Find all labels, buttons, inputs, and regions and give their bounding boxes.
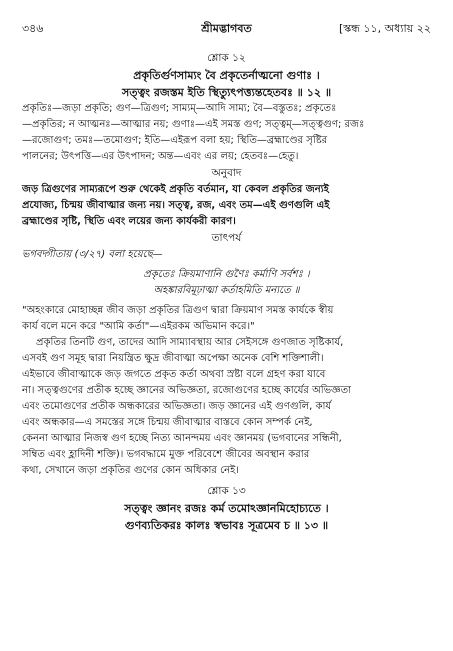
purport-paragraph-2 [22,335,431,479]
gita-quote-line-2: অহঙ্কারবিমূঢ়াত্মা কর্তাহমিতি মন্যতে ॥ [153,285,300,296]
purport-line: এইভাবে জীবাত্মাকে জড় জগতে প্রকৃত কর্তা অথবা স্রষ্টা বলে গ্রহণ করা যাবে [22,369,326,380]
synonym-line: —রজোগুণ; তমঃ—তমোগুণ; ইতি—এইরূপ বলা হয়; স্থিতি—ব্রহ্মাণ্ডের সৃষ্টির [22,135,328,146]
purport-line: না। সত্ত্বগুণের প্রতীক হচ্ছে জ্ঞানের অভিজ্ঞতা, রজোগুণের হচ্ছে কার্যের অভিজ্ঞতা [22,385,352,396]
translation-heading: অনুবাদ [211,167,242,179]
translation-line: প্রযোজ্য, চিন্ময় জীবাত্মার জন্য নয়। সত্ত্ব, রজ, এবং তম—এই গুণগুলি এই [22,200,330,211]
purport-heading: তাৎপর্য [211,232,242,244]
translation-line: জড় ত্রিগুণের সাম্যরূপে শুরু থেকেই প্রকৃতি বর্তমান, যা কেবল প্রকৃতির জন্যই [22,184,329,195]
purport-intro: ভগবদ্গীতায় (৩/২৭) বলা হয়েছে— [22,249,163,260]
purport-line: কার্য বলে মনে করে "আমি কর্তা"—এইরকম অভিমান করে।" [22,321,255,332]
purport-line: এসবই গুণ সমূহ দ্বারা নিয়ন্ত্রিত ক্ষুদ্র জীবাত্মা অপেক্ষা অনেক বেশি শক্তিশালী। [22,353,324,364]
book-title: শ্রীমদ্ভাগবত [201,22,252,35]
page-number: ৩৪৬ [22,22,44,35]
sloka-12-heading: শ্লোক ১২ [207,52,246,64]
purport-line: প্রকৃতির তিনটি গুণ, তাদের আদি সাম্যাবস্থায় আর সেইসঙ্গে গুণজাত সৃষ্টিকার্য, [36,337,344,348]
page-header [22,20,431,40]
sloka-12-line-2: সত্ত্বং রজস্তম ইতি স্থিত্যুৎপত্ত্যন্তহেতবঃ ॥ ১২ ॥ [121,86,332,99]
purport-line: কেননা আত্মার নিজস্ব গুণ হচ্ছে নিত্য আনন্দময় এবং জ্ঞানময় (ভগবানের সন্ধিনী, [22,433,342,444]
sloka-12-line-1: প্রকৃতির্গুণসাম্যং বৈ প্রকৃতের্নাত্মনো গুণাঃ । [133,69,320,82]
page-body [22,50,431,534]
purport-line: এবং অন্ধকার—এ সমস্তের সঙ্গে চিন্ময় জীবাত্মার বাস্তবে কোন সম্পর্ক নেই, [22,417,313,428]
gita-quote-line-1: প্রকৃতেঃ ক্রিয়মাণানি গুণৈঃ কর্মাণি সর্বশঃ । [143,269,310,280]
purport-paragraph-1 [22,303,431,335]
synonym-line: পালনের; উৎপত্তি—এর উৎপাদন; অন্ত—এবং এর লয়; হেতবঃ—হেতু। [22,151,299,162]
purport-line: "অহংকারে মোহাচ্ছন্ন জীব জড়া প্রকৃতির ত্রিগুণ দ্বারা ক্রিয়মাণ সমস্ত কার্যকে স্বীয় [22,305,334,316]
synonym-line: —প্রকৃতির; ন আত্মনঃ—আত্মার নয়; গুণাঃ—এই সমস্ত গুণ; সত্ত্বম্—সত্ত্বগুণ; রজঃ [22,119,365,130]
sloka-13-heading: শ্লোক ১৩ [207,485,246,497]
purport-line: কথা, সেখানে জড়া প্রকৃতির গুণের কোন অধিকার নেই। [22,465,239,476]
synonyms [22,101,431,165]
sloka-13-line-1: সত্ত্বং জ্ঞানং রজঃ কর্ম তমোঽজ্ঞানমিহোচ্যতে । [124,502,329,515]
purport-line: সম্বিত এবং হ্লাদিনী শক্তি)। ভগবদ্ধামে মুক্ত পরিবেশে জীবের অবস্থান করার [22,449,310,460]
translation-text [22,182,431,230]
synonym-line: প্রকৃতিঃ—জড়া প্রকৃতি; গুণ—ত্রিগুণ; সাম্যম্—আদি সাম্য; বৈ—বস্তুতঃ; প্রকৃতেঃ [22,103,337,114]
chapter-reference: [স্কন্ধ ১১, অধ্যায় ২২ [338,22,431,35]
purport-line: এবং তমোগুণের প্রতীক অন্ধকারের অভিজ্ঞতা। জড় জ্ঞানের এই গুণগুলি, কার্য [22,401,332,412]
translation-line: ব্রহ্মাণ্ডের সৃষ্টি, স্থিতি এবং লয়ের জন্য কার্যকরী কারণ। [22,216,236,227]
sloka-13-line-2: গুণব্যতিকরঃ কালঃ স্বভাবঃ সূত্রমেব চ ॥ ১৩ ॥ [124,519,329,532]
